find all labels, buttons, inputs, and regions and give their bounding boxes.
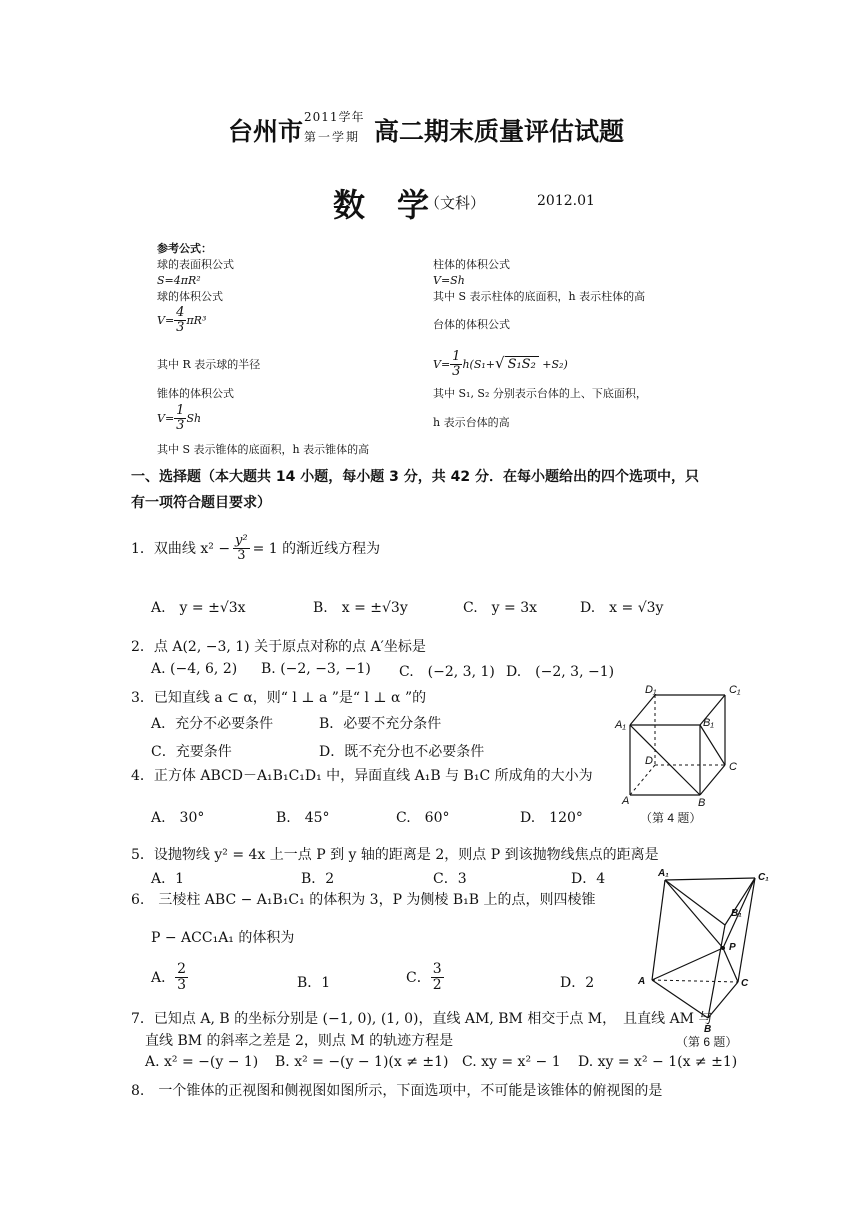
- question-1: 1．双曲线 x² − $\frac{\text{y²}}{3}$ = 1 的渐近线方程为: [131, 533, 381, 564]
- section1-heading-line2: 有一项符合题目要求）: [131, 495, 271, 511]
- q5-option-c: C．3: [433, 871, 467, 887]
- q7-option-c: C. xy = x² − 1: [462, 1054, 561, 1070]
- fig4-label-a1: A₁: [615, 719, 626, 731]
- formulas-heading: 参考公式：: [157, 242, 212, 255]
- sphere-area-label: 球的表面积公式: [157, 258, 234, 271]
- q2-option-d: D. (−2, 3, −1): [506, 664, 615, 680]
- fig4-label-b1: B₁: [703, 717, 714, 729]
- fig6-label-a1: A₁: [658, 868, 669, 879]
- cone-volume-label: 锥体的体积公式: [157, 387, 234, 400]
- question-6-line1: 6. 三棱柱 ABC − A₁B₁C₁ 的体积为 3，P 为侧棱 B₁B 上的点，则四棱锥: [131, 892, 596, 908]
- prism-note: 其中 S 表示柱体的底面积，h 表示柱体的高: [433, 290, 646, 303]
- q2-option-b: B. (−2, −3, −1): [261, 661, 371, 677]
- prism-volume-label: 柱体的体积公式: [433, 258, 510, 271]
- q3-option-d: D．既不充分也不必要条件: [319, 744, 485, 760]
- question-4: 4．正方体 ABCD－A₁B₁C₁D₁ 中，异面直线 A₁B 与 B₁C 所成角的大小为: [131, 768, 593, 784]
- question-3: 3．已知直线 a ⊂ α，则“ l ⊥ a ”是“ l ⊥ α ”的: [131, 690, 427, 706]
- q7-option-b: B. x² = −(y − 1)(x ≠ ±1): [275, 1054, 449, 1070]
- question-8: 8. 一个锥体的正视图和侧视图如图所示，下面选项中，不可能是该锥体的俯视图的是: [131, 1083, 663, 1099]
- q2-option-a: A. (−4, 6, 2): [151, 661, 238, 677]
- sphere-volume-formula: V= $\frac{4}{3}$ πR³: [157, 305, 207, 336]
- question-6-line2: P − ACC₁A₁ 的体积为: [151, 930, 295, 946]
- q6-option-c: C． $\frac{3}{2}$: [406, 961, 442, 994]
- figure-cube: [610, 680, 750, 830]
- fig6-label-c: C: [741, 978, 749, 989]
- subject-type: （文科）: [425, 194, 486, 212]
- q3-option-b: B．必要不充分条件: [319, 716, 442, 732]
- question-7-line1: 7．已知点 A, B 的坐标分别是 (−1, 0), (1, 0)，直线 AM, BM 相交于点 M， 且直线 AM 与: [131, 1011, 713, 1027]
- fig4-label-d1: D₁: [645, 684, 657, 696]
- sphere-area-formula: S=4πR²: [157, 274, 201, 287]
- frustum-note-1: 其中 S₁, S₂ 分别表示台体的上、下底面积，: [433, 387, 647, 400]
- q5-option-a: A．1: [151, 871, 185, 887]
- fig6-label-p: P: [729, 942, 736, 953]
- q4-option-d: D. 120°: [520, 810, 583, 826]
- title-year-top: 2011学年: [304, 110, 365, 124]
- frustum-volume-formula: V= $\frac{1}{3}$ h(S₁+√ S₁S₂ +S₂): [433, 349, 568, 380]
- q5-option-d: D．4: [571, 871, 606, 887]
- section1-heading-line1: 一、选择题（本大题共 14 小题，每小题 3 分，共 42 分．在每小题给出的四个选项中，只: [131, 469, 699, 485]
- question-5: 5．设抛物线 y² = 4x 上一点 P 到 y 轴的距离是 2，则点 P 到该抛物线焦点的距离是: [131, 847, 659, 863]
- fig6-label-b1: B₁: [731, 908, 742, 919]
- q7-option-a: A. x² = −(y − 1): [145, 1054, 259, 1070]
- cone-volume-formula: V= $\frac{1}{3}$ Sh: [157, 403, 202, 434]
- frustum-volume-label: 台体的体积公式: [433, 318, 510, 331]
- fig4-label-d: D: [645, 755, 653, 767]
- title-year-bottom: 第一学期: [304, 130, 361, 144]
- cone-note: 其中 S 表示锥体的底面积，h 表示锥体的高: [157, 443, 370, 456]
- q2-option-c: C. (−2, 3, 1): [399, 664, 495, 680]
- q6-option-b: B．1: [297, 975, 331, 991]
- fig4-label-b: B: [698, 797, 706, 809]
- q1-option-a: A. y = ±√3x: [151, 600, 246, 616]
- question-7-line2: 直线 BM 的斜率之差是 2，则点 M 的轨迹方程是: [145, 1033, 454, 1049]
- q3-option-a: A．充分不必要条件: [151, 716, 274, 732]
- q4-option-a: A. 30°: [151, 810, 205, 826]
- fig4-label-c1: C₁: [729, 684, 741, 696]
- sphere-radius-note: 其中 R 表示球的半径: [157, 358, 261, 371]
- sphere-volume-label: 球的体积公式: [157, 290, 223, 303]
- q1-option-d: D. x = √3y: [580, 600, 664, 616]
- page-title: 高二期末质量评估试题: [374, 117, 625, 146]
- question-2: 2．点 A(2, −3, 1) 关于原点对称的点 A′坐标是: [131, 639, 426, 655]
- fig4-caption: （第 4 题）: [640, 811, 702, 825]
- q6-option-d: D．2: [560, 975, 595, 991]
- q4-option-b: B. 45°: [276, 810, 330, 826]
- fig6-label-a: A: [638, 976, 646, 987]
- title-city: 台州市: [228, 117, 304, 146]
- subject-title: 数 学: [333, 186, 430, 224]
- q6-option-a: A． $\frac{2}{3}$: [151, 961, 187, 994]
- q1-option-b: B. x = ±√3y: [313, 600, 408, 616]
- fig6-label-b: B: [704, 1024, 712, 1035]
- q5-option-b: B．2: [301, 871, 335, 887]
- fig4-label-a: A: [622, 795, 630, 807]
- q4-option-c: C. 60°: [396, 810, 450, 826]
- q7-option-d: D. xy = x² − 1(x ≠ ±1): [578, 1054, 738, 1070]
- q1-option-c: C. y = 3x: [463, 600, 538, 616]
- fig6-label-c1: C₁: [758, 872, 769, 883]
- prism-volume-formula: V=Sh: [433, 274, 465, 287]
- fig4-label-c: C: [729, 761, 737, 773]
- exam-date: 2012.01: [537, 193, 595, 209]
- q3-option-c: C．充要条件: [151, 744, 232, 760]
- fig6-caption: （第 6 题）: [676, 1035, 738, 1049]
- frustum-note-2: h 表示台体的高: [433, 416, 510, 429]
